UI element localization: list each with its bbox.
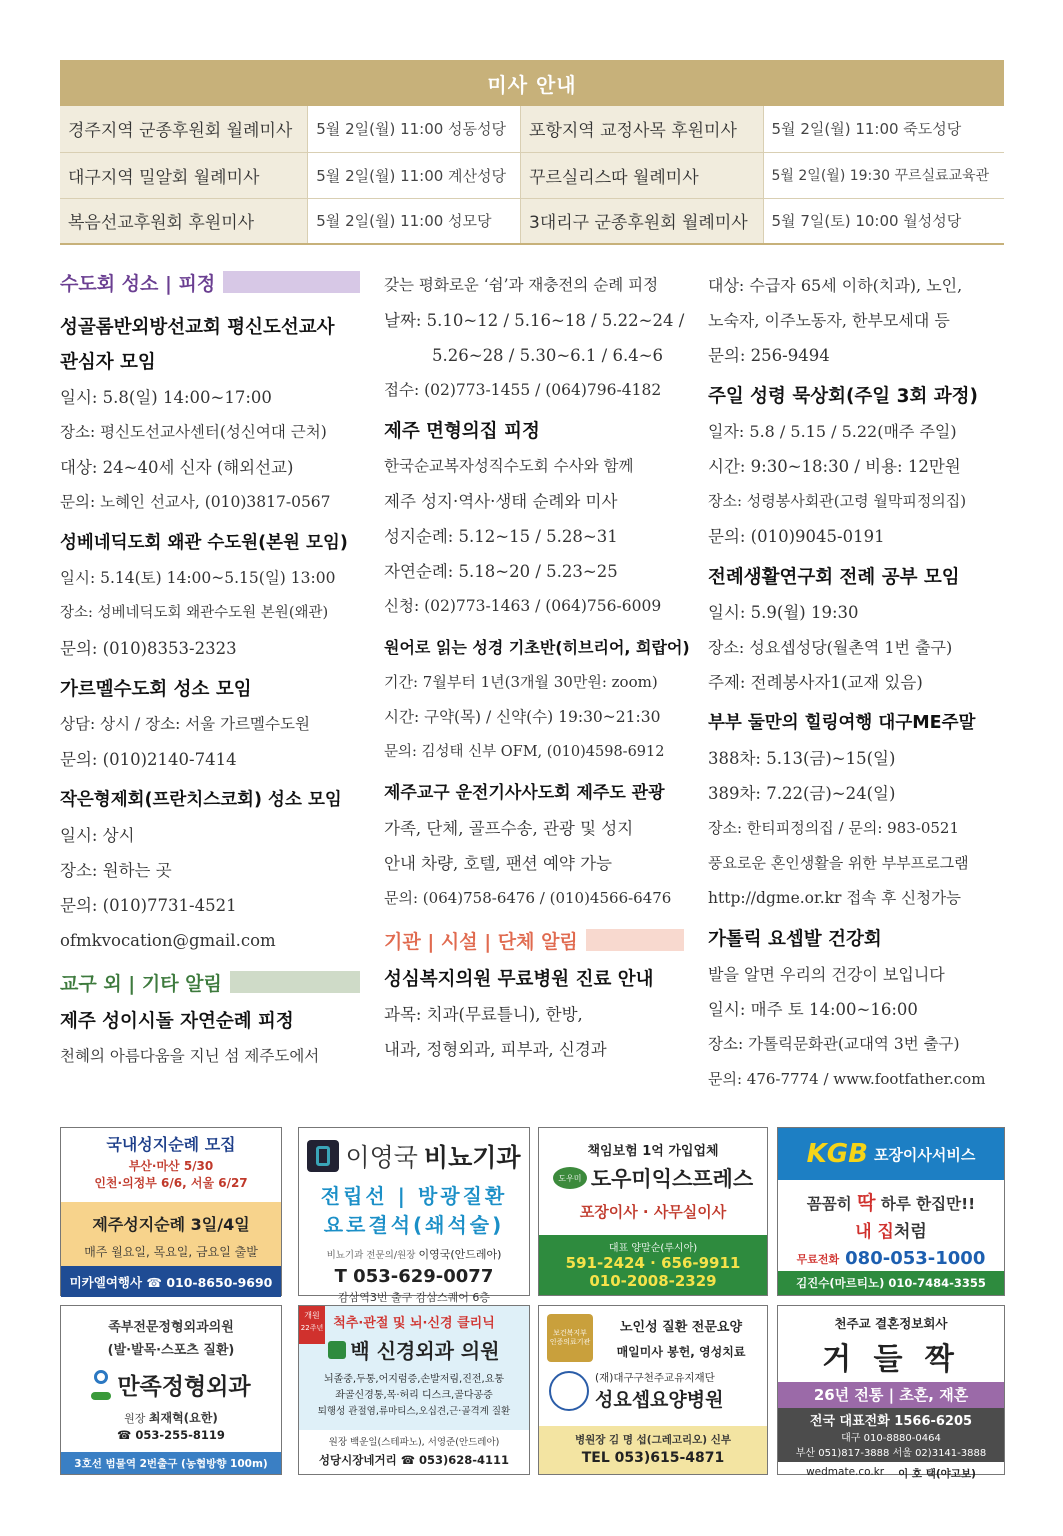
ad-line: 병원장 김 명 섭(그레고리오) 신부 (574, 1434, 732, 1446)
ad-brand: 만족정형외과 (117, 1374, 251, 1400)
ad-line: 매주 월요일, 목요일, 금요일 출발 (84, 1245, 258, 1259)
event-line: 389차: 7.22(금)~24(일) (708, 784, 896, 803)
event-line: 일시: 5.8(일) 14:00~17:00 (60, 388, 272, 407)
event-line: 일시: 상시 (60, 826, 135, 845)
ad-line: 이 호 택(야고보) (898, 1468, 976, 1480)
event-line: 기간: 7월부터 1년(3개월 30만원: zoom) (384, 673, 658, 691)
ad-line: 딱 (857, 1192, 876, 1214)
ad-line: 처럼 (893, 1222, 927, 1242)
company-logo-icon: 도우미 (553, 1167, 587, 1189)
ad-urology[interactable] (298, 1127, 530, 1304)
section-title: 교구 외 | 기타 알림 (60, 972, 222, 995)
ad-line: 퇴행성 관절염,류마티스,오십견,근·골격계 질환 (317, 1406, 511, 1417)
event-line: 풍요로운 혼인생활을 위한 부부프로그램 (708, 854, 969, 872)
mass-name: 꾸르실리스따 월례미사 (521, 152, 764, 198)
ad-line: 최재혁(요한) (148, 1411, 218, 1425)
ad-line: 꼼꼼히 (806, 1195, 852, 1213)
ad-contact: 성당시장네거리 ☎ 053)628-4111 (318, 1453, 510, 1467)
event-line: 문의: (010)9045-0191 (708, 527, 885, 546)
section-header-vocation (60, 268, 360, 296)
event-line: 장소: 성령봉사회관(고령 월막피정의집) (708, 492, 967, 510)
clinic-logo-icon (328, 1341, 346, 1359)
event-line: 일시: 매주 토 14:00~16:00 (708, 1000, 918, 1019)
event-line: 시간: 9:30~18:30 / 비용: 12만원 (708, 457, 961, 476)
event-title: 작은형제회(프란치스코회) 성소 모임 (60, 790, 342, 810)
event-line: 안내 차량, 호텔, 팬션 예약 가능 (384, 854, 612, 873)
column-2 (384, 268, 690, 1067)
ad-nursing-hospital[interactable] (538, 1305, 768, 1475)
ad-line: (발·발목·스포츠 질환) (107, 1343, 235, 1358)
event-email: ofmkvocation@gmail.com (60, 931, 276, 950)
mass-time: 5월 2일(월) 19:30 꾸르실료교육관 (763, 152, 1004, 198)
event-line: 신청: (02)773-1463 / (064)756-6009 (384, 597, 662, 615)
event-title: 성골롬반외방선교회 평신도선교사 (60, 317, 335, 338)
ad-line: 22주년 (300, 1324, 324, 1332)
ad-phone: 010-2008-2329 (589, 1272, 717, 1290)
event-line: 장소: 성베네딕도회 왜관수도원 본원(왜관) (60, 605, 329, 621)
event-line: 시간: 구약(목) / 신약(수) 19:30~21:30 (384, 708, 661, 726)
certification-seal-icon: 보건복지부 인증의료기관 (547, 1314, 593, 1362)
event-line: 내과, 정형외과, 피부과, 신경과 (384, 1040, 607, 1059)
event-line: 장소: 성요셉성당(월촌역 1번 출구) (708, 638, 953, 657)
event-line: 388차: 5.13(금)~15(일) (708, 749, 896, 768)
event-title: 성심복지의원 무료병원 진료 안내 (384, 969, 654, 990)
event-line: 5.26~28 / 5.30~6.1 / 6.4~6 (432, 346, 664, 365)
event-line: 장소: 한티피정의집 / 문의: 983-0521 (708, 819, 960, 837)
event-title: 부부 둘만의 힐링여행 대구ME주말 (708, 713, 976, 733)
ad-line: 전립선 | 방광질환 (320, 1184, 508, 1208)
event-line: 장소: 원하는 곳 (60, 861, 172, 880)
ad-line: 매일미사 봉헌, 영성치료 (616, 1345, 746, 1359)
ad-orthopedic[interactable] (60, 1305, 282, 1475)
ad-phone: 전국 대표전화 1566-6205 (809, 1414, 973, 1429)
mass-time: 5월 2일(월) 11:00 죽도성당 (763, 106, 1004, 152)
ad-line: 뇌졸중,두통,어지럼증,손발저림,진전,요통 (323, 1374, 505, 1385)
mass-name: 경주지역 군종후원회 월례미사 (60, 106, 308, 152)
event-line: 문의: 노혜인 선교사, (010)3817-0567 (60, 493, 331, 511)
ad-line: 26년 전통 | 초혼, 재혼 (778, 1382, 1004, 1408)
event-line: 일시: 5.14(토) 14:00~5.15(일) 13:00 (60, 569, 336, 587)
table-row (60, 198, 1004, 244)
event-line: 접수: (02)773-1455 / (064)796-4182 (384, 381, 662, 399)
kgb-logo: KGB (806, 1139, 868, 1169)
section-bar (586, 929, 684, 951)
event-line: 노숙자, 이주노동자, 한부모세대 등 (708, 311, 950, 330)
event-line: 문의: (010)8353-2323 (60, 639, 237, 658)
ad-line: 원장 백운일(스테파노), 서영준(안드레아) (328, 1437, 500, 1448)
ad-brand: 도우미익스프레스 (590, 1167, 754, 1191)
event-title: 성베네딕도회 왜관 수도원(본원 모임) (60, 533, 348, 553)
ad-line: 포장이사서비스 (873, 1145, 976, 1164)
clinic-logo-icon (307, 1140, 339, 1172)
ad-marriage-agency[interactable] (777, 1305, 1005, 1480)
event-line: 갖는 평화로운 ‘쉼’과 재충전의 순례 피정 (384, 276, 659, 294)
event-line: 일자: 5.8 / 5.15 / 5.22(매주 주일) (708, 422, 957, 441)
event-line: 과목: 치과(무료틀니), 한방, (384, 1005, 583, 1024)
ad-title: 국내성지순례 모집 (106, 1134, 236, 1154)
section-header-etc (60, 968, 360, 996)
event-line: 가족, 단체, 골프수송, 관광 및 성지 (384, 819, 634, 838)
event-line: 일시: 5.9(월) 19:30 (708, 603, 859, 622)
ad-contact: TEL 053)615-4871 (581, 1450, 725, 1466)
mass-name: 대구지역 밀알회 월례미사 (60, 152, 308, 198)
mass-name: 복음선교후원회 후원미사 (60, 198, 308, 244)
event-line: 자연순례: 5.18~20 / 5.23~25 (384, 562, 618, 581)
ad-line: 원장 (124, 1412, 146, 1425)
event-title: 제주 면형의집 피정 (384, 421, 540, 442)
event-title: 원어로 읽는 성경 기초반(히브리어, 희랍어) (384, 638, 690, 657)
event-line: 문의: (064)758-6476 / (010)4566-6476 (384, 889, 672, 907)
ad-line: 요로결석(쇄석술) (323, 1213, 505, 1237)
ad-line: (재)대구구천주교유지재단 (595, 1372, 715, 1384)
ad-line: 이영국(안드레아) (418, 1248, 502, 1261)
ad-moving-kgb[interactable] (777, 1127, 1005, 1296)
column-1 (60, 268, 360, 1074)
event-title: 전례생활연구회 전례 공부 모임 (708, 567, 960, 588)
ad-line: 천주교 결혼정보회사 (834, 1316, 948, 1331)
event-line: 대상: 24~40세 신자 (해외선교) (60, 458, 294, 477)
clinic-logo-icon (91, 1370, 113, 1400)
event-line: 장소: 평신도선교사센터(성신여대 근처) (60, 423, 327, 441)
event-line: 한국순교복자성직수도회 수사와 함께 (384, 457, 634, 475)
event-line: 천혜의 아름다움을 지닌 섬 제주도에서 (60, 1047, 320, 1065)
ad-line: 인천·의정부 6/6, 서울 6/27 (94, 1176, 248, 1190)
column-3 (708, 268, 1008, 1097)
ad-brand: 이영국 (345, 1143, 418, 1172)
ad-contact: 미카엘여행사 ☎ 010-8650-9690 (61, 1266, 281, 1297)
ad-line: 비뇨기과 전문의/원장 (326, 1250, 416, 1261)
ad-line: 포장이사 · 사무실이사 (579, 1203, 727, 1221)
mass-name: 포항지역 교정사목 후원미사 (521, 106, 764, 152)
ad-highlight: 제주성지순례 3일/4일 (92, 1215, 250, 1234)
event-line: 제주 성지·역사·생태 순례와 미사 (384, 492, 618, 511)
event-line: 장소: 가톨릭문화관(교대역 3번 출구) (708, 1035, 960, 1053)
ad-neurosurgery[interactable] (298, 1305, 530, 1475)
event-title: 가톨릭 요셉발 건강회 (708, 929, 882, 950)
event-title: 제주 성이시돌 자연순례 피정 (60, 1011, 294, 1032)
ad-phone: 부산 051)817-3888 서울 02)3141-3888 (795, 1448, 987, 1459)
mass-time: 5월 2일(월) 11:00 계산성당 (308, 152, 521, 198)
event-title: 관심자 모임 (60, 352, 156, 373)
ad-brand: 성요셉요양병원 (595, 1389, 724, 1411)
section-bar (223, 271, 360, 293)
ad-brand: 비뇨기과 (423, 1143, 521, 1172)
event-line: 대상: 수급자 65세 이하(치과), 노인, (708, 276, 963, 295)
ad-line: 양말순(루시아) (631, 1243, 698, 1254)
section-header-institutions (384, 926, 684, 954)
event-line: 문의: 476-7774 / www.footfather.com (708, 1070, 986, 1088)
ad-line: 개원 (304, 1311, 320, 1320)
mass-time: 5월 2일(월) 11:00 성모당 (308, 198, 521, 244)
ad-line: 좌골신경통,목·허리 디스크,골다공증 (335, 1390, 493, 1401)
mass-time: 5월 2일(월) 11:00 성동성당 (308, 106, 521, 152)
section-title: 기관 | 시설 | 단체 알림 (384, 930, 578, 953)
ad-phone: 대구 010-8880-0464 (841, 1433, 941, 1444)
event-line: 문의: 김성태 신부 OFM, (010)4598-6912 (384, 744, 665, 760)
mass-table (60, 106, 1004, 245)
table-row (60, 106, 1004, 152)
ad-line: 하루 한집만!! (880, 1195, 976, 1213)
event-link[interactable]: http://dgme.or.kr 접속 후 신청가능 (708, 889, 962, 907)
event-line: 발을 알면 우리의 건강이 보입니다 (708, 965, 945, 984)
event-title: 제주교구 운전기사사도회 제주도 관광 (384, 783, 665, 803)
ad-line: 대표 (608, 1243, 629, 1254)
ad-line: 무료전화 (796, 1252, 840, 1266)
ad-line: 부산·마산 5/30 (128, 1159, 214, 1173)
event-line: 문의: (010)2140-7414 (60, 750, 237, 769)
ad-contact: 김진수(마르티노) 010-7484-3355 (778, 1271, 1004, 1295)
ad-brand: 거 들 짝 (822, 1342, 960, 1377)
section-bar (230, 971, 360, 993)
event-line: 상담: 상시 / 장소: 서울 가르멜수도원 (60, 715, 310, 733)
table-row (60, 152, 1004, 198)
ad-brand: 백 신경외과 의원 (350, 1339, 500, 1363)
event-line: 날짜: 5.10~12 / 5.16~18 / 5.22~24 / (384, 311, 685, 330)
ad-line: 노인성 질환 전문요양 (619, 1320, 743, 1335)
ad-line: 족부전문정형외과의원 (108, 1320, 234, 1335)
ad-phone: ☎ 053-255-8119 (117, 1428, 225, 1442)
ad-line: 내 집 (855, 1222, 894, 1242)
event-line: 주제: 전례봉사자1(교재 있음) (708, 673, 923, 692)
ad-line: 감삼역3번 출구 감삼스퀘어 6층 (338, 1291, 490, 1304)
ad-moving-doumi[interactable] (538, 1127, 768, 1296)
event-line: 성지순례: 5.12~15 / 5.28~31 (384, 527, 618, 546)
section-title: 수도회 성소 | 피정 (60, 272, 216, 295)
ad-contact: 3호선 범물역 2번출구 (농협방향 100m) (61, 1452, 281, 1474)
event-line: 문의: 256-9494 (708, 346, 830, 365)
event-title: 주일 성령 묵상회(주일 3회 과정) (708, 386, 978, 407)
event-title: 가르멜수도회 성소 모임 (60, 679, 252, 700)
ad-link[interactable]: wedmate.co.kr (806, 1466, 885, 1478)
ad-line: 척추·관절 및 뇌·신경 클리닉 (333, 1316, 495, 1331)
mass-name: 3대리구 군종후원회 월례미사 (521, 198, 764, 244)
mass-time: 5월 7일(토) 10:00 월성성당 (763, 198, 1004, 244)
hospital-emblem-icon (549, 1371, 589, 1411)
ad-pilgrimage[interactable] (60, 1127, 282, 1296)
anniversary-badge (299, 1306, 325, 1344)
event-line: 문의: (010)7731-4521 (60, 896, 237, 915)
ad-line: 책임보험 1억 가입업체 (587, 1144, 719, 1159)
ad-phone: 591-2424 · 656-9911 (565, 1254, 741, 1272)
mass-schedule-title: 미사 안내 (60, 60, 1004, 106)
ad-phone: T 053-629-0077 (334, 1266, 494, 1287)
mass-schedule-table (60, 60, 1004, 245)
ad-phone: 080-053-1000 (845, 1248, 986, 1269)
